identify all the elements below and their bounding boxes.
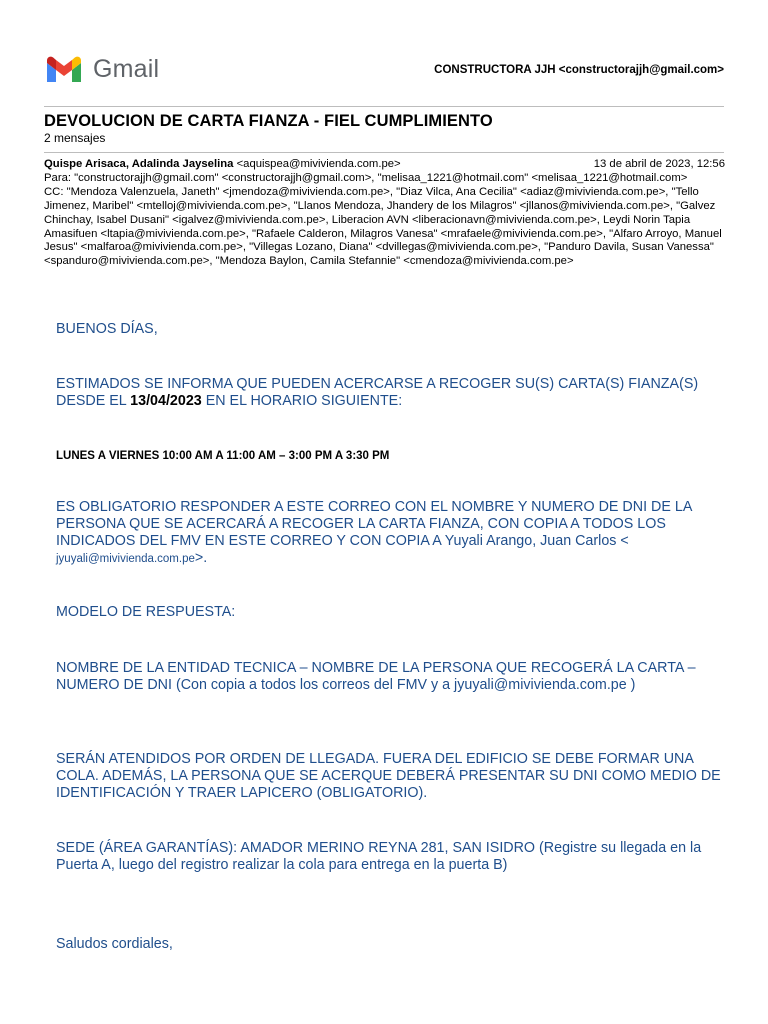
message-date: 13 de abril de 2023, 12:56 bbox=[593, 158, 725, 170]
cc-recipients: CC: "Mendoza Valenzuela, Janeth" <jmendoza@mivivienda.com.pe>, "Diaz Vilca, Ana Cecilia" <adiaz@mivivienda.com.pe>, "Tello Jimenez, Maribel" <mtelloj@mivivienda.com.pe>, "Llanos Mendoza, Jhandery de los Milagros" <jllanos@mivivienda.com.pe>, "Galvez Chinchay, Isabel Dusani" <igalvez@mivivienda.com.pe>, Liberacion AVN <liberacionavn@mivivienda.com.pe>, Leydi Norin Tapia Amasifuen <ltapia@mivivienda.com.pe>, "Rafaele Calderon, Milagros Vanesa" <mrafaele@mivivienda.com.pe>, "Alfaro Arroyo, Manuel Jesus" <malfaroa@mivivienda.com.pe>, "Villegas Lozano, Diana" <dvillegas@mivivienda.com.pe>, "Panduro Davila, Susan Vanessa" <spanduro@mivivienda.com.pe>, "Mendoza Baylon, Camila Stefannie" <cmendoza@mivivienda.com.pe> bbox=[44, 185, 722, 268]
sender-email: <aquispea@mivivienda.com.pe> bbox=[236, 158, 401, 170]
gmail-header bbox=[44, 54, 724, 88]
gmail-logo bbox=[44, 54, 159, 84]
greeting-text: BUENOS DÍAS, bbox=[56, 321, 158, 337]
info-paragraph bbox=[56, 376, 726, 410]
message-header bbox=[44, 158, 729, 269]
sender-name: Quispe Arisaca, Adalinda Jayselina bbox=[44, 158, 234, 170]
to-recipients: Para: "constructorajjh@gmail.com" <constructorajjh@gmail.com>, "melisaa_1221@hotmail.com" <melisaa_1221@hotmail.com> bbox=[44, 171, 688, 184]
divider bbox=[44, 152, 724, 153]
location-text: SEDE (ÁREA GARANTÍAS): AMADOR MERINO REYNA 281, SAN ISIDRO (Registre su llegada en la Puerta A, luego del registro realizar la cola para entrega en la puerta B) bbox=[56, 840, 702, 873]
requirement-text-end: >. bbox=[194, 550, 208, 566]
model-title: MODELO DE RESPUESTA: bbox=[56, 604, 236, 620]
account-label: CONSTRUCTORA JJH <constructorajjh@gmail.com> bbox=[434, 64, 724, 76]
gmail-logo-text: Gmail bbox=[93, 54, 160, 83]
closing-text: Saludos cordiales, bbox=[56, 936, 173, 952]
sender-row bbox=[44, 158, 729, 172]
schedule-text: LUNES A VIERNES 10:00 AM A 11:00 AM – 3:00 PM A 3:30 PM bbox=[56, 450, 390, 462]
info-text-end: EN EL HORARIO SIGUIENTE: bbox=[201, 393, 403, 409]
requirement-paragraph bbox=[56, 499, 726, 568]
attendance-text: SERÁN ATENDIDOS POR ORDEN DE LLEGADA. FUERA DEL EDIFICIO SE DEBE FORMAR UNA COLA. ADEMÁS, LA PERSONA QUE SE ACERQUE DEBERÁ PRESENTAR SU DNI COMO MEDIO DE IDENTIFICACIÓN Y TRAER LAPICERO (OBLIGATORIO). bbox=[56, 751, 721, 801]
requirement-text: ES OBLIGATORIO RESPONDER A ESTE CORREO CON EL NOMBRE Y NUMERO DE DNI DE LA PERSONA QUE SE ACERCARÁ A RECOGER LA CARTA FIANZA, CON COPIA A TODOS LOS INDICADOS DEL FMV EN ESTE CORREO Y CON COPIA A Yuyali Arango, Juan Carlos < bbox=[56, 499, 692, 549]
divider bbox=[44, 106, 724, 107]
message-count: 2 mensajes bbox=[44, 131, 106, 145]
email-subject: DEVOLUCION DE CARTA FIANZA - FIEL CUMPLIMIENTO bbox=[44, 112, 493, 130]
gmail-m-logo-icon bbox=[44, 54, 84, 84]
info-text: ESTIMADOS SE INFORMA QUE PUEDEN ACERCARSE A RECOGER SU(S) CARTA(S) FIANZA(S) DESDE EL bbox=[56, 376, 699, 409]
model-text: NOMBRE DE LA ENTIDAD TECNICA – NOMBRE DE LA PERSONA QUE RECOGERÁ LA CARTA – NUMERO DE DNI (Con copia a todos los correos del FMV y a jyuyali@mivivienda.com.pe ) bbox=[56, 660, 696, 693]
start-date: 13/04/2023 bbox=[130, 393, 202, 409]
contact-email-link[interactable]: jyuyali@mivivienda.com.pe bbox=[56, 553, 195, 565]
